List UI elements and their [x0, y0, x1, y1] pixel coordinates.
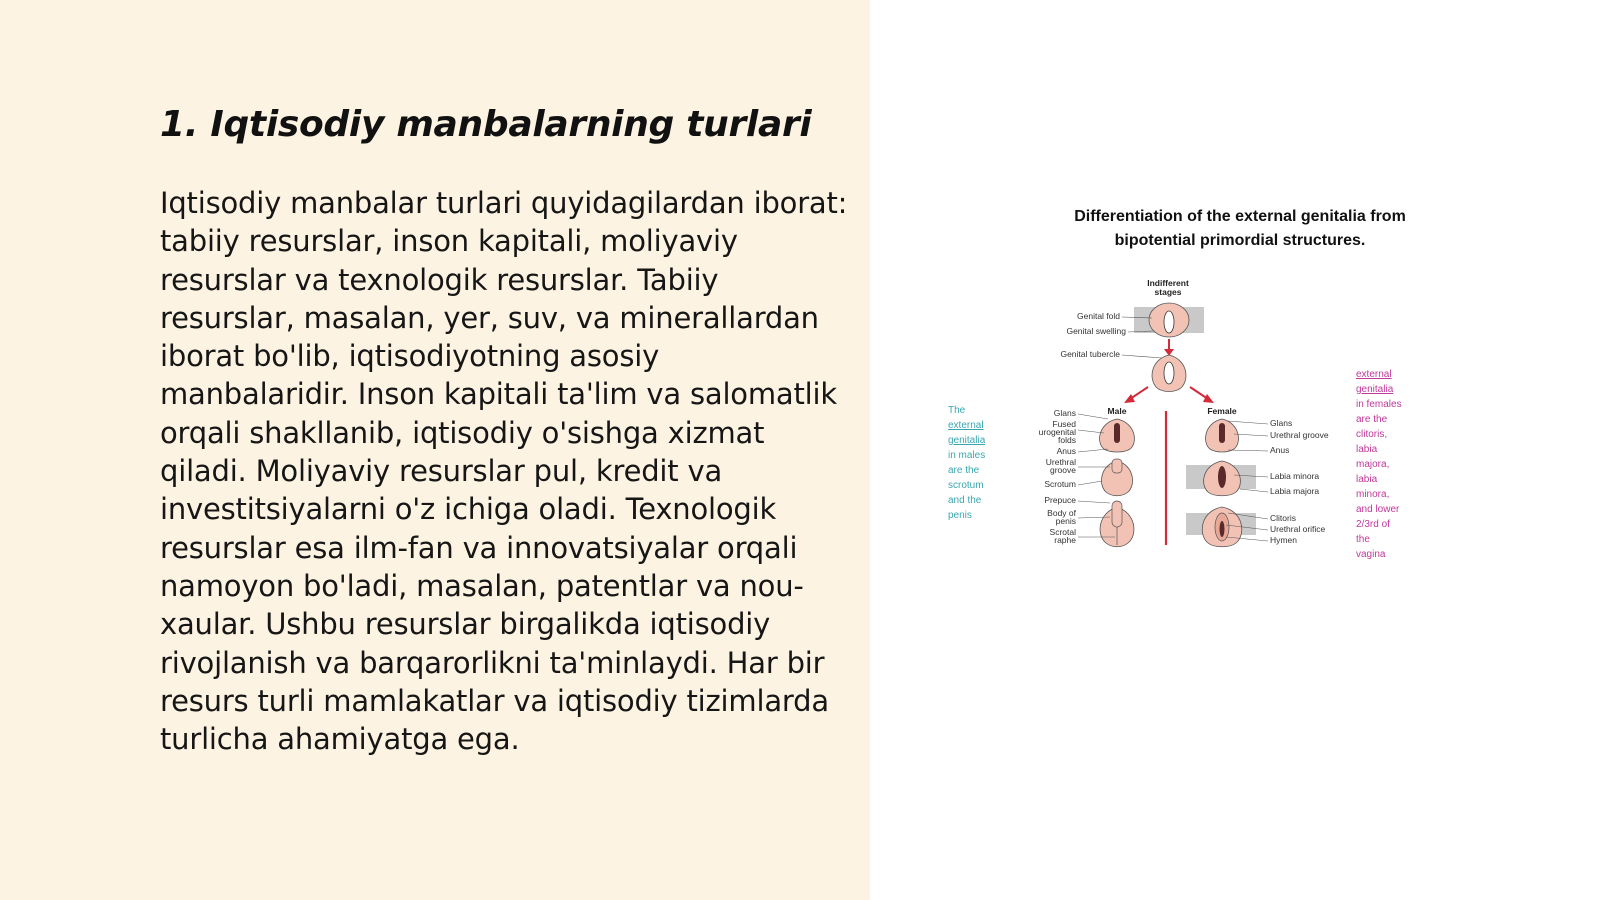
male-note-line: external: [948, 420, 984, 431]
female-note-line: external: [1356, 369, 1392, 380]
label-fused-2: urogenital: [1038, 427, 1076, 437]
slide-body-text: Iqtisodiy manbalar turlari quyidagilardan iborat: tabiiy resurslar, inson kapitali, moliyaviy resurslar va texnologik resurslar. Tabiiy resurslar, masalan, yer, suv, va minerallardan iborat bo'lib, iqtisodiyotning asosiy manbalaridir. Inson kapitali ta'lim va salomatlik orqali shakllanib, iqtisodiy o'sishga xizmat qiladi. Moliyaviy resurslar pul, kredit va investitsiyalarni o'z ichiga oladi. Texnologik resurslar esa ilm-fan va innovatsiyalar orqali namoyon bo'ladi, masalan, patentlar va nou-xaular. Ushbu resurslar birgalikda iqtisodiy rivojlanish va barqarorlikni ta'minlaydi. Har bir resurs turli mamlakatlar va iqtisodiy tizimlarda turlicha ahamiyatga ega.: [160, 186, 848, 757]
label-genital-swelling: Genital swelling: [1066, 326, 1126, 336]
female-note: [1356, 369, 1402, 560]
label-genital-tubercle: Genital tubercle: [1060, 349, 1120, 359]
male-note-line: and the: [948, 495, 982, 506]
label-scrotum: Scrotum: [1044, 479, 1076, 489]
label-female-glans: Glans: [1270, 418, 1293, 428]
indifferent-stage-2-drawing: [1152, 355, 1186, 392]
label-male-glans: Glans: [1053, 408, 1076, 418]
female-note-line: 2/3rd of: [1356, 519, 1390, 530]
label-scrotal-raphe-1: Scrotal: [1049, 527, 1076, 537]
male-note: [948, 405, 986, 521]
male-stage-drawings: [1100, 419, 1135, 547]
male-note-line: penis: [948, 510, 972, 521]
female-note-line: minora,: [1356, 489, 1390, 500]
label-labia-minora: Labia minora: [1270, 471, 1320, 481]
slide-title: 1. Iqtisodiy manbalarning turlari: [160, 104, 812, 145]
female-note-line: genitalia: [1356, 384, 1394, 395]
male-note-line: are the: [948, 465, 980, 476]
label-female-urethral-groove: Urethral groove: [1270, 430, 1329, 440]
male-note-line: scrotum: [948, 480, 984, 491]
label-hymen: Hymen: [1270, 535, 1297, 545]
female-note-line: are the: [1356, 414, 1388, 425]
male-heading: Male: [1107, 406, 1127, 416]
indifferent-heading-line2: stages: [1154, 287, 1182, 297]
male-note-line: The: [948, 405, 966, 416]
label-body-penis-1: Body of: [1047, 508, 1076, 518]
female-note-line: and lower: [1356, 504, 1400, 515]
label-urethral-orifice: Urethral orifice: [1270, 524, 1326, 534]
label-scrotal-raphe-2: raphe: [1054, 535, 1076, 545]
female-note-line: clitoris,: [1356, 429, 1388, 440]
indifferent-heading-line1: Indifferent: [1147, 278, 1189, 288]
male-note-line: genitalia: [948, 435, 986, 446]
female-note-line: the: [1356, 534, 1370, 545]
genitalia-differentiation-diagram: [940, 205, 1406, 580]
diagram-figure: [940, 205, 1402, 580]
male-note-line: in males: [948, 450, 986, 461]
label-fused-3: folds: [1058, 435, 1076, 445]
label-urethral-2: groove: [1050, 465, 1076, 475]
label-male-anus: Anus: [1056, 446, 1076, 456]
diagram-title: [1065, 205, 1415, 253]
label-clitoris: Clitoris: [1270, 513, 1296, 523]
label-prepuce: Prepuce: [1044, 495, 1076, 505]
label-female-anus: Anus: [1270, 445, 1290, 455]
female-heading: Female: [1207, 406, 1237, 416]
female-note-line: labia: [1356, 474, 1378, 485]
label-urethral-1: Urethral: [1045, 457, 1076, 467]
label-genital-fold: Genital fold: [1077, 311, 1120, 321]
female-note-line: labia: [1356, 444, 1378, 455]
diagram-title-line1: Differentiation of the external genitalia from: [1074, 208, 1406, 225]
label-fused-1: Fused: [1052, 419, 1076, 429]
image-panel: [870, 0, 1600, 900]
female-note-line: in females: [1356, 399, 1402, 410]
diagram-title-line2: bipotential primordial structures.: [1114, 232, 1366, 249]
female-note-line: majora,: [1356, 459, 1390, 470]
female-note-line: vagina: [1356, 549, 1386, 560]
indifferent-stage-1-drawing: [1134, 303, 1204, 337]
label-labia-majora: Labia majora: [1270, 486, 1320, 496]
label-body-penis-2: penis: [1055, 516, 1076, 526]
